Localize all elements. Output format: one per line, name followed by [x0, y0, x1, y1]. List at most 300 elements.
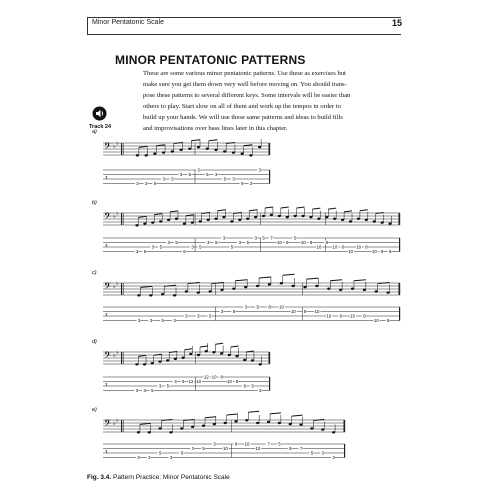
note-head [238, 219, 241, 221]
note-head [363, 289, 366, 291]
tab-fret-number: 10 [244, 441, 250, 447]
tab-fret-number: 3 [238, 240, 242, 245]
note-head [159, 220, 162, 222]
flat-icon: ♭ [116, 211, 119, 217]
beam [235, 280, 247, 281]
tab-fret-number: 3 [158, 383, 162, 389]
running-header-title: Minor Pentatonic Scale [92, 19, 164, 26]
tab-fret-number: 3 [244, 304, 247, 310]
tab-fret-number: 3 [197, 313, 200, 319]
beam [231, 346, 239, 347]
tab-fret-number: 10 [255, 446, 261, 451]
note-head [207, 219, 210, 221]
tab-clef: T [105, 175, 108, 180]
note-head [166, 359, 169, 361]
note-head [321, 428, 324, 430]
note-head [191, 221, 194, 223]
repeat-bar [121, 283, 122, 295]
tab-fret-number: 8 [381, 249, 384, 254]
example-label: a) [92, 129, 97, 135]
beam [360, 210, 368, 211]
repeat-bar [123, 143, 124, 155]
beam [233, 213, 241, 214]
note-head [317, 218, 320, 220]
note-head [315, 285, 318, 287]
beam [169, 352, 177, 353]
tab-fret-number: 8 [386, 318, 390, 323]
note-head [135, 363, 138, 365]
note-head [301, 215, 304, 217]
note-head [303, 286, 306, 288]
note-head [268, 283, 271, 285]
flat-icon: ♭ [113, 284, 116, 290]
tab-fret-number: 3 [137, 455, 140, 460]
note-head [220, 289, 223, 291]
note-head [249, 154, 252, 156]
note-head [286, 216, 289, 218]
beam [209, 140, 218, 141]
tab-fret-number: 10 [290, 309, 296, 314]
body-line: These are some various minor pentatonic patterns. Use these as exercises but [143, 70, 346, 77]
repeat-bar [121, 143, 122, 155]
note-head [327, 288, 330, 290]
beam [138, 355, 146, 356]
tab-fret-number: 10 [300, 240, 306, 245]
tab-fret-number: 5 [262, 235, 265, 241]
tab-fret-number: 3 [173, 318, 176, 323]
note-head [381, 221, 384, 223]
tab-fret-number: 10 [279, 304, 284, 310]
note-head [332, 431, 335, 433]
tab-fret-number: 10 [277, 240, 282, 245]
tab-fret-number: 8 [220, 374, 223, 380]
note-head [241, 153, 244, 155]
tab-fret-number: 5 [161, 318, 164, 323]
tab-fret-number: 3 [259, 388, 262, 393]
tab-fret-number: 3 [332, 455, 335, 460]
beam [191, 140, 200, 141]
note-head [223, 150, 226, 152]
tab-fret-number: 8 [339, 313, 342, 319]
flat-icon: ♭ [116, 350, 119, 356]
note-head [220, 352, 223, 354]
note-head [299, 423, 302, 425]
tab-fret-number: 6 [153, 181, 157, 186]
page-number: 15 [392, 18, 403, 28]
repeat-bar [123, 420, 124, 432]
note-head [339, 289, 342, 291]
tab-fret-number: 5 [230, 244, 234, 250]
tab-fret-number: 5 [209, 313, 212, 319]
tab-fret-number: 10 [326, 313, 332, 319]
beam [205, 417, 216, 418]
tab-fret-number: 6 [183, 249, 186, 254]
beam [185, 349, 193, 350]
note-head [212, 351, 215, 353]
tab-fret-number: 5 [185, 313, 188, 319]
tab-fret-number: 10 [222, 446, 228, 451]
note-head [232, 151, 235, 153]
beam [283, 274, 295, 275]
flat-icon: ♭ [113, 353, 116, 359]
beam [162, 420, 173, 421]
note-head [373, 220, 376, 222]
tab-fret-number: 8 [286, 240, 289, 245]
note-head [145, 154, 148, 156]
beam [328, 208, 336, 209]
tab-fret-number: 3 [213, 441, 216, 447]
end-bar [343, 420, 344, 432]
body-line: pose these patterns to several different keys. Some intervals will be easier than [143, 92, 351, 99]
tab-fret-number: 3 [162, 176, 165, 182]
tab-fret-number: 5 [256, 304, 259, 310]
tab-fret-number: 10 [227, 379, 232, 384]
tab-fret-number: 3 [149, 318, 153, 323]
section-heading: MINOR PENTATONIC PATTERNS [115, 53, 306, 67]
note-head [206, 148, 209, 150]
note-head [161, 293, 164, 295]
note-head [189, 353, 192, 355]
tab-fret-number: 3 [167, 240, 170, 245]
tab-clef: T [105, 312, 108, 317]
tab-fret-number: 3 [145, 181, 148, 186]
tab-fret-number: 3 [135, 249, 139, 254]
tab-fret-number: 3 [232, 176, 235, 182]
beam [330, 280, 342, 281]
tab-fret-number: 6 [143, 249, 147, 254]
end-bar [398, 213, 399, 225]
beam [259, 277, 271, 278]
end-bar [268, 352, 269, 364]
note-head [224, 422, 227, 424]
note-head [174, 358, 177, 360]
flat-icon: ♭ [116, 281, 119, 287]
figure-caption-text: Pattern Practice: Minor Pentatonic Scale [113, 474, 230, 481]
example-label: d) [92, 339, 97, 345]
note-head [246, 218, 249, 220]
tab-fret-number: 3 [151, 244, 155, 250]
tab-fret-number: 5 [188, 172, 192, 177]
note-head [197, 146, 200, 148]
tab-fret-number: 10 [314, 309, 320, 314]
note-head [235, 355, 238, 357]
note-head [151, 362, 154, 364]
tab-fret-number: 10 [316, 244, 322, 250]
tab-fret-number: 5 [159, 244, 162, 250]
tab-fret-number: 8 [303, 309, 307, 314]
beam [307, 278, 319, 279]
note-head [386, 291, 389, 293]
repeat-bar [121, 352, 122, 364]
body-line: and improvisations over bass lines later in this chapter. [143, 125, 288, 132]
note-head [151, 221, 154, 223]
beam [200, 346, 208, 347]
tab-fret-number: 6 [243, 383, 247, 389]
beam [270, 413, 281, 414]
note-head [243, 359, 246, 361]
tab-fret-number: 3 [258, 167, 261, 173]
body-line: others to play. Start slow on all of them and work up the tempos in order to [143, 103, 341, 110]
tab-fret-number: 5 [294, 235, 297, 241]
tab-fret-number: 10 [374, 318, 379, 323]
note-head [171, 150, 174, 152]
repeat-bar [123, 213, 124, 225]
tab-fret-number: 5 [246, 240, 249, 245]
note-head [375, 290, 378, 292]
note-head [262, 215, 265, 217]
tab-fret-number: 5 [159, 450, 162, 456]
tab-fret-number: 10 [350, 313, 356, 319]
note-head [267, 421, 270, 423]
tab-end-bar [399, 307, 400, 321]
tab-fret-number: 3 [135, 388, 139, 393]
note-head [214, 149, 217, 151]
beam [174, 143, 183, 144]
beam [186, 215, 194, 216]
note-head [222, 216, 225, 218]
note-head [228, 354, 231, 356]
note-head [245, 419, 248, 421]
note-head [333, 218, 336, 220]
figure-number: Fig. 3.4. [87, 474, 112, 481]
flat-icon: ♭ [113, 214, 116, 220]
note-head [278, 422, 281, 424]
note-head [341, 219, 344, 221]
tab-fret-number: 5 [232, 309, 236, 314]
example-label: e) [92, 407, 97, 413]
note-head [179, 149, 182, 151]
note-head [153, 153, 156, 155]
note-head [388, 223, 391, 225]
note-head [209, 290, 212, 292]
beam [297, 207, 305, 208]
note-head [143, 223, 146, 225]
note-head [205, 350, 208, 352]
tab-fret-number: 7 [267, 441, 270, 447]
beam [140, 423, 151, 424]
tab-fret-number: 8 [235, 379, 239, 384]
note-head [213, 423, 216, 425]
tab-fret-number: 5 [310, 450, 314, 456]
note-head [351, 288, 354, 290]
beam [212, 283, 224, 284]
tab-fret-number: 8 [309, 240, 313, 245]
beam [202, 213, 210, 214]
beam [376, 213, 384, 214]
note-head [167, 219, 170, 221]
note-head [148, 431, 151, 433]
beam [140, 286, 152, 287]
note-head [180, 427, 183, 429]
end-bar [344, 420, 345, 432]
note-head [191, 426, 194, 428]
tab-clef: T [105, 449, 108, 454]
bass-clef-icon: 𝄢 [104, 282, 112, 294]
note-head [181, 357, 184, 359]
tab-fret-number: 5 [251, 383, 254, 389]
note-head [349, 220, 352, 222]
beam [344, 211, 352, 212]
example-label: c) [92, 270, 97, 276]
tab-fret-number: 5 [166, 383, 169, 389]
tab-fret-number: 8 [268, 304, 271, 310]
tab-end-bar [399, 238, 400, 252]
tab-fret-number: 3 [191, 244, 194, 250]
beam [215, 343, 223, 344]
tab-fret-number: 3 [222, 235, 226, 241]
flat-icon: ♭ [113, 421, 116, 427]
note-head [251, 359, 254, 361]
tab-fret-number: 8 [289, 446, 292, 451]
tab-fret-number: 3 [169, 455, 173, 460]
tab-fret-number: 5 [278, 441, 281, 447]
note-head [325, 216, 328, 218]
flat-icon: ♭ [116, 418, 119, 424]
tab-fret-number: 5 [171, 176, 174, 182]
note-head [214, 218, 217, 220]
beam [281, 207, 289, 208]
tab-fret-number: 3 [191, 446, 194, 451]
note-head [158, 360, 161, 362]
note-head [169, 431, 172, 433]
beam [154, 214, 162, 215]
beam [138, 216, 146, 217]
tab-fret-number: 6 [241, 181, 244, 186]
tab-fret-number: 10 [348, 249, 354, 254]
repeat-bar [123, 352, 124, 364]
tab-fret-number: 5 [181, 379, 185, 384]
beam [183, 420, 194, 421]
tab-fret-number: 10 [196, 379, 202, 384]
tab-fret-number: 3 [197, 167, 200, 173]
note-head [270, 214, 273, 216]
note-head [289, 423, 292, 425]
beam [156, 145, 165, 146]
tab-fret-number: 3 [174, 379, 177, 384]
bass-clef-icon: 𝄢 [104, 351, 112, 363]
tab-fret-number: 7 [299, 446, 303, 451]
tab-fret-number: 5 [151, 388, 154, 393]
tab-fret-number: 5 [214, 240, 218, 245]
tab-fret-number: 5 [206, 172, 209, 177]
end-bar [399, 213, 400, 225]
tab-fret-number: 12 [188, 379, 194, 384]
tab-fret-number: 8 [234, 441, 238, 447]
note-head [256, 422, 259, 424]
tab-fret-number: 10 [211, 374, 217, 380]
tab-fret-number: 3 [254, 235, 257, 241]
beam [218, 210, 226, 211]
note-head [183, 223, 186, 225]
tab-clef: T [105, 243, 108, 248]
note-head [149, 294, 152, 296]
end-bar [399, 283, 400, 295]
beam [292, 415, 303, 416]
beam [354, 280, 366, 281]
beam [244, 145, 253, 146]
end-bar [398, 283, 399, 295]
note-head [188, 148, 191, 150]
tab-fret-number: 3 [143, 388, 146, 393]
end-bar [269, 352, 270, 364]
note-head [202, 425, 205, 427]
note-head [135, 224, 138, 226]
note-head [199, 220, 202, 222]
repeat-bar [121, 213, 122, 225]
beam [265, 207, 273, 208]
note-head [254, 216, 257, 218]
note-head [256, 285, 259, 287]
beam [170, 211, 178, 212]
note-head [136, 154, 139, 156]
beam [249, 210, 257, 211]
tab-fret-number: 3 [179, 172, 183, 177]
bass-clef-icon: 𝄢 [104, 419, 112, 431]
note-head [143, 363, 146, 365]
example-label: b) [92, 200, 97, 206]
beam [226, 143, 235, 144]
tab-fret-number: 3 [214, 172, 218, 177]
tab-fret-number: 5 [223, 176, 226, 182]
repeat-bar [121, 420, 122, 432]
note-head [278, 215, 281, 217]
note-head [230, 220, 233, 222]
note-head [365, 219, 368, 221]
tab-fret-number: 8 [365, 244, 368, 250]
track-label: Track 24 [89, 124, 112, 130]
note-head [294, 215, 297, 217]
note-head [197, 291, 200, 293]
note-head [159, 427, 162, 429]
repeat-bar [123, 283, 124, 295]
tab-fret-number: 10 [372, 249, 377, 254]
tab-end-bar [269, 170, 270, 184]
note-head [244, 286, 247, 288]
tab-fret-number: 7 [270, 235, 273, 241]
tab-fret-number: 10 [356, 244, 361, 250]
tab-fret-number: 8 [325, 240, 329, 245]
tab-fret-number: 5 [180, 450, 184, 456]
bass-clef-icon: 𝄢 [104, 212, 112, 224]
tab-fret-number: 3 [321, 450, 325, 456]
beam [139, 146, 148, 147]
tab-end-bar [344, 444, 345, 458]
tab-fret-number: 3 [148, 455, 151, 460]
note-head [259, 363, 262, 365]
note-head [258, 146, 261, 148]
note-head [185, 290, 188, 292]
note-head [173, 294, 176, 296]
body-line: build up your hands. We will use these same patterns and ideas to build fills [143, 114, 343, 121]
tab-fret-number: 3 [137, 318, 141, 323]
beam [188, 283, 200, 284]
tab-fret-number: 8 [363, 313, 366, 319]
note-head [292, 285, 295, 287]
note-head [232, 288, 235, 290]
beam [312, 208, 320, 209]
note-head [234, 420, 237, 422]
end-bar [268, 143, 269, 155]
tab-fret-number: 6 [388, 249, 392, 254]
bass-clef-icon: 𝄢 [104, 142, 112, 154]
tab-fret-number: 5 [199, 244, 202, 250]
tab-fret-number: 3 [249, 181, 253, 186]
note-head [309, 216, 312, 218]
tab-fret-number: 5 [175, 240, 178, 245]
beam [248, 411, 259, 412]
body-line: make sure you get them down very well before moving on. You should trans- [143, 81, 347, 88]
note-head [197, 354, 200, 356]
